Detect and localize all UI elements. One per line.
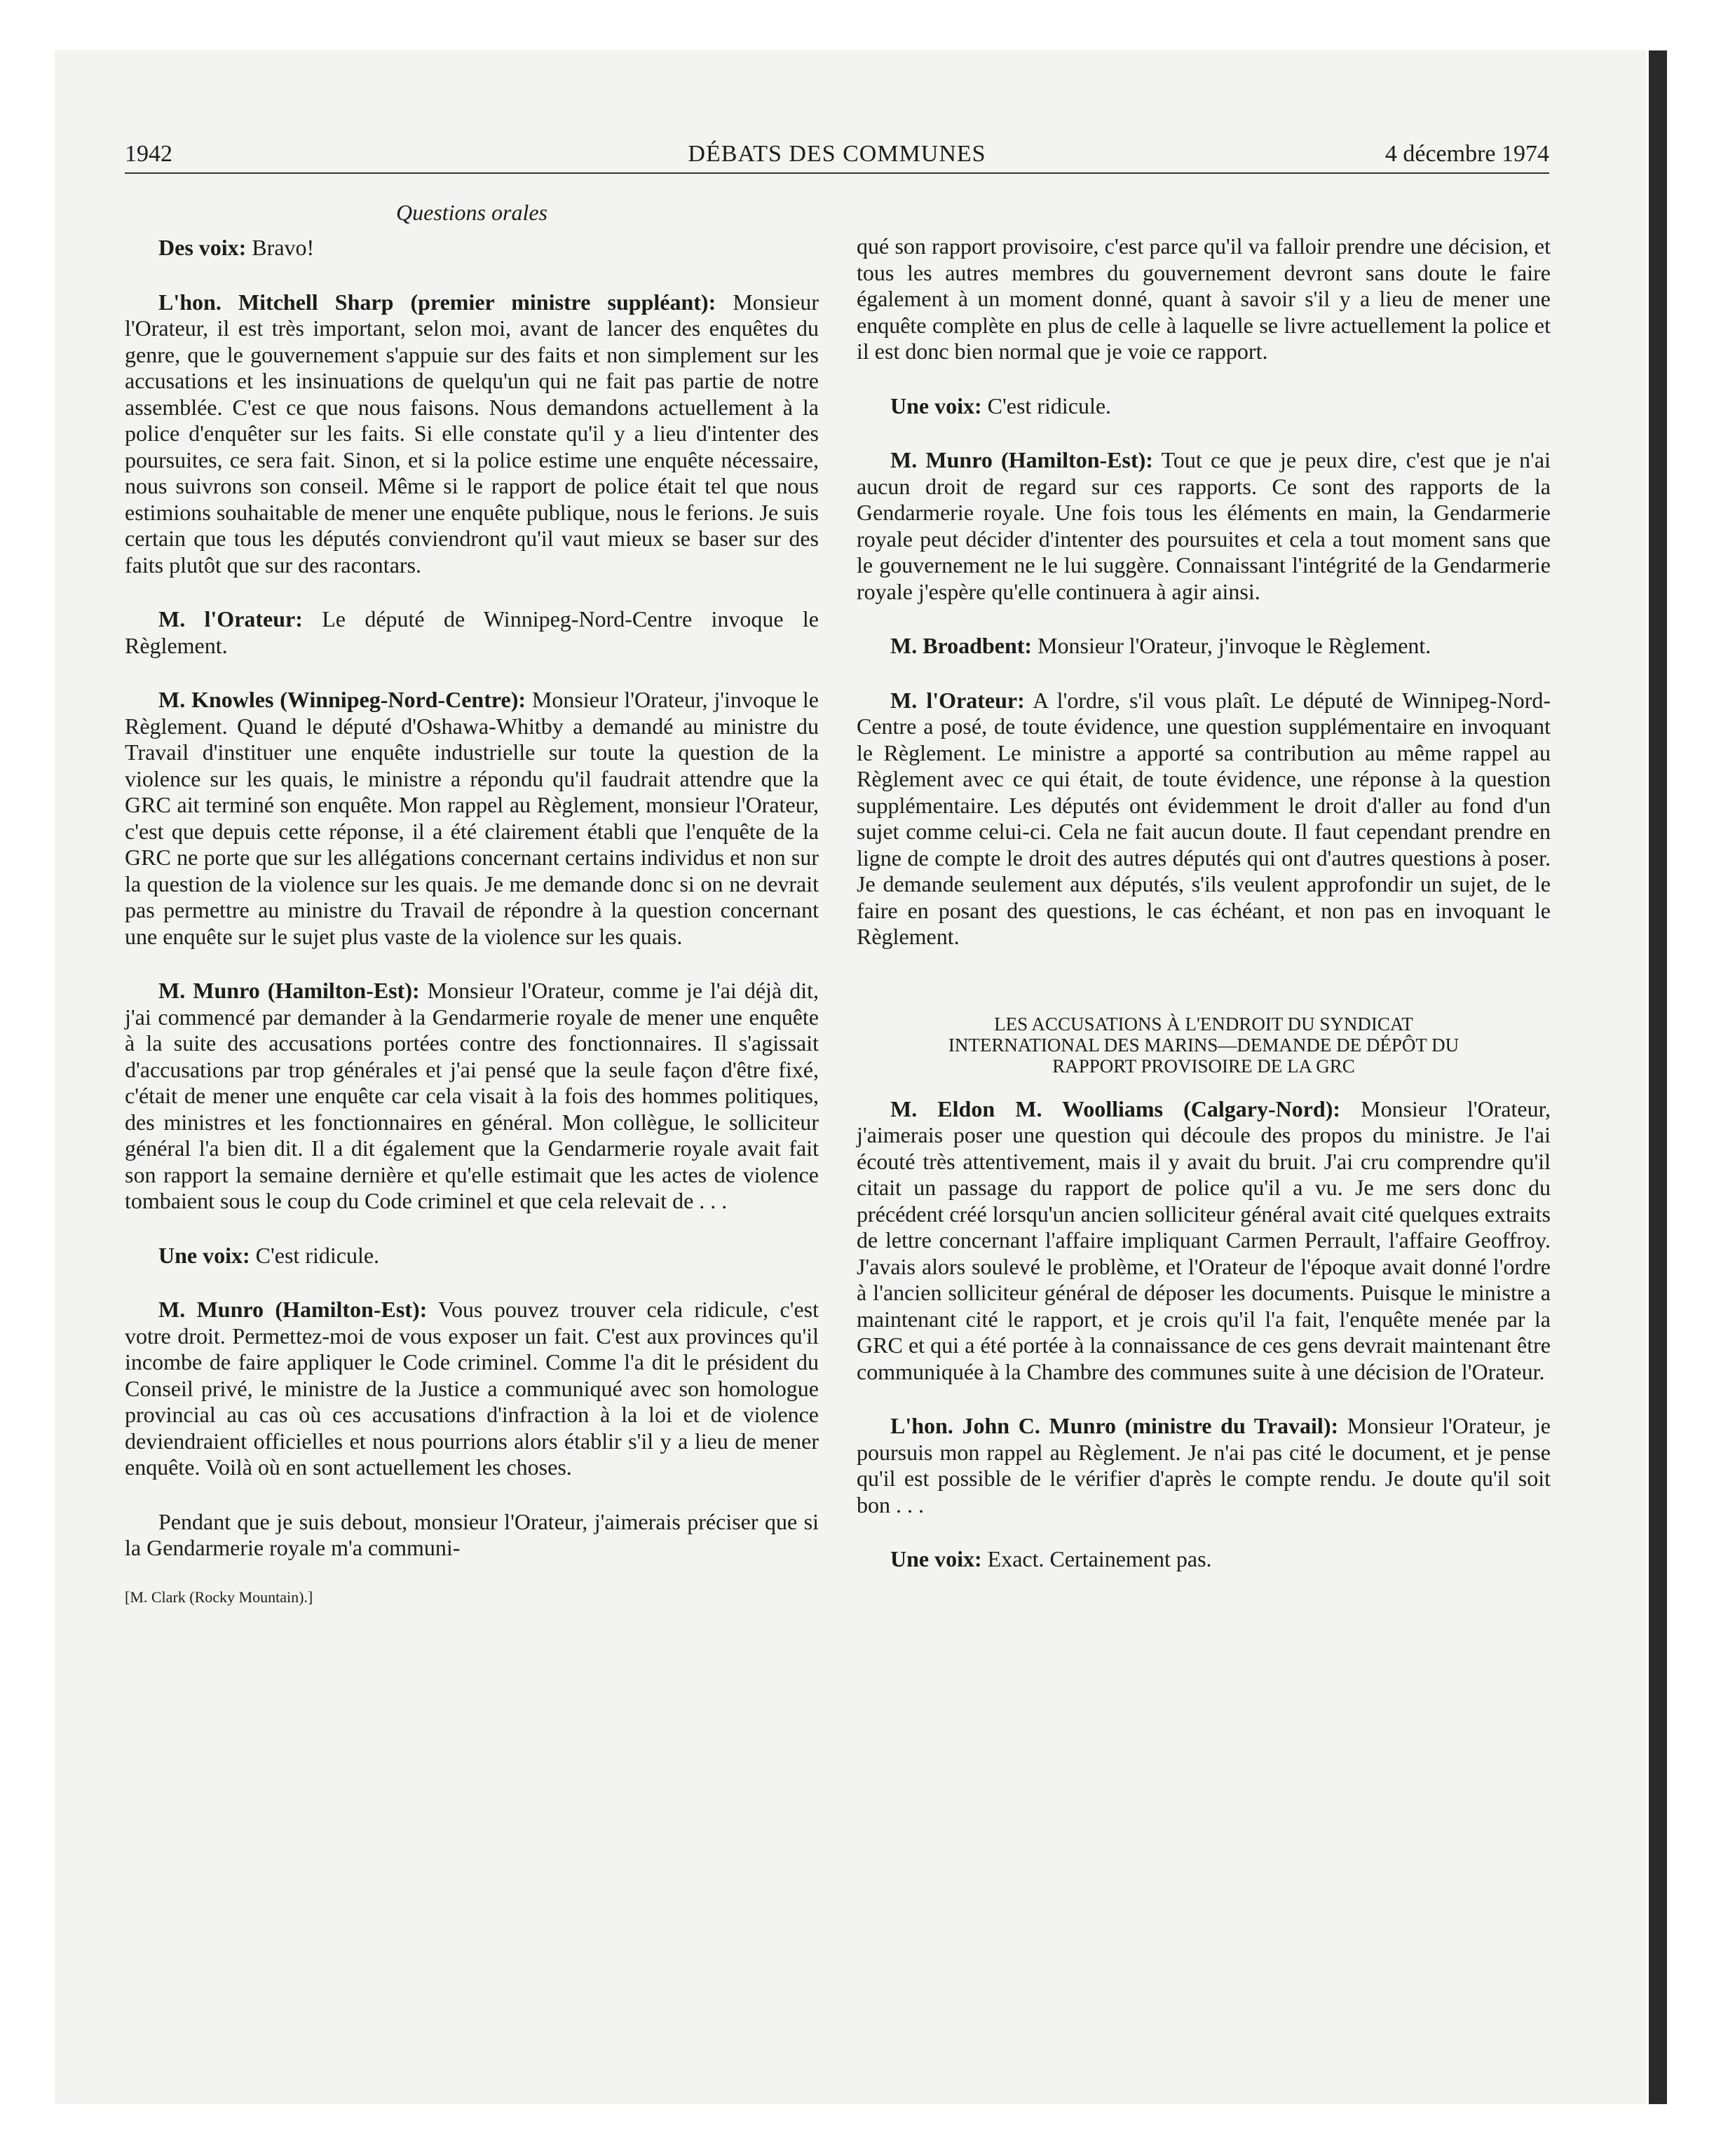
speech: Monsieur l'Orateur, j'aimerais poser une question qui découle des propos du ministre. Je l'ai écouté très attentivement, mais il y avait du bruit. J'ai cru comprendre qu'il citait un passage du rapport de police qu'il a vu. Je me sers donc du précédent créé lorsqu'un ancien solliciteur général avait cité quelques extraits de lettre concernant l'affaire impliquant Carmen Perrault, l'affaire Geoffroy. J'avais alors soulevé le problème, et l'Orateur de l'époque avait donné l'ordre à l'ancien solliciteur général de déposer les documents. Puisque le ministre a maintenant cité le rapport, et je crois qu'il l'a fait, l'enquête menée par la GRC et qui a été portée à la connaissance de ces gens devrait maintenant être communiquée à la Chambre des communes suite à une décision de l'Orateur. (857, 1096, 1551, 1384)
speech: Monsieur l'Orateur, j'invoque le Règlement. Quand le député d'Oshawa-Whitby a demandé au ministre du Travail d'instituer une enquête industrielle sur toute la question de la violence sur les quais, le ministre a répondu qu'il faudrait attendre que la GRC ait terminé son enquête. Mon rappel au Règlement, monsieur l'Orateur, c'est que depuis cette réponse, il a été clairement établi que l'enquête de la GRC ne porte que sur les allégations concernant certains individus et non sur la question de la violence sur les quais. Je me demande donc si on ne devrait pas permettre au ministre du Travail de répondre à la question concernant une enquête sur le sujet plus vaste de la violence sur les quais. (125, 687, 819, 949)
paragraph (857, 233, 1551, 365)
page-header (125, 140, 1549, 174)
paragraph (125, 1297, 819, 1481)
paragraph (857, 633, 1551, 660)
speaker: Une voix: (158, 1242, 250, 1268)
speaker: M. Munro (Hamilton-Est): (158, 978, 420, 1003)
paragraph (125, 687, 819, 950)
section-heading-line: RAPPORT PROVISOIRE DE LA GRC (1052, 1055, 1355, 1077)
page-number: 1942 (125, 141, 172, 167)
speaker: M. Munro (Hamilton-Est): (158, 1297, 428, 1322)
speech: C'est ridicule. (981, 393, 1112, 418)
speaker: L'hon. Mitchell Sharp (premier ministre suppléant): (158, 289, 716, 315)
section-heading-line: INTERNATIONAL DES MARINS—DEMANDE DE DÉPÔT DU (948, 1034, 1460, 1056)
publication-title: DÉBATS DES COMMUNES (688, 141, 986, 167)
speaker: M. Broadbent: (890, 633, 1033, 658)
paragraph (125, 1509, 819, 1562)
speech: Monsieur l'Orateur, comme je l'ai déjà dit, j'ai commencé par demander à la Gendarmerie royale de mener une enquête à la suite des accusations portées contre des fonctionnaires. Il s'agissait d'accusations par trop générales et j'ai pensé que la seule façon d'être fixé, c'était de mener une enquête car cela visait à la fois des hommes politiques, des ministres et les fonctionnaires en général. Mon collègue, le solliciteur général l'a bien dit. Il a dit également que la Gendarmerie royale avait fait son rapport la semaine dernière et qu'elle estimait que les actes de violence tombaient sous le coup du Code criminel et que cela relevait de . . . (125, 978, 819, 1213)
section-heading (857, 1014, 1551, 1077)
left-column (125, 198, 819, 1608)
paragraph (125, 978, 819, 1215)
speech: Pendant que je suis debout, monsieur l'Orateur, j'aimerais préciser que si la Gendarmerie royale m'a communi- (125, 1508, 819, 1560)
paragraph (857, 1546, 1551, 1573)
speaker: L'hon. John C. Munro (ministre du Travail): (890, 1413, 1339, 1438)
speaker: M. l'Orateur: (890, 687, 1025, 713)
paragraph (857, 1413, 1551, 1518)
speech: Monsieur l'Orateur, je poursuis mon rappel au Règlement. Je n'ai pas cité le document, et je pense qu'il est possible de le vérifier d'après le compte rendu. Je doute qu'il soit bon . . . (857, 1413, 1551, 1517)
rubric: Questions orales (396, 200, 547, 225)
paragraph (857, 688, 1551, 950)
speech: Exact. Certainement pas. (981, 1546, 1212, 1571)
speech: Bravo! (246, 235, 315, 260)
speaker: Une voix: (890, 393, 982, 418)
speaker: Des voix: (158, 235, 247, 260)
speech: C'est ridicule. (250, 1242, 380, 1268)
right-column (857, 233, 1551, 1573)
paragraph (125, 235, 819, 261)
speech: qué son rapport provisoire, c'est parce qu'il va falloir prendre une décision, et tous les autres membres du gouvernement devront sans doute le faire également à un moment donné, quant à savoir s'il y a lieu de mener une enquête complète en plus de celle à laquelle se livre actuellement la police et il est donc bien normal que je voie ce rapport. (857, 233, 1551, 364)
section-heading-line: LES ACCUSATIONS À L'ENDROIT DU SYNDICAT (994, 1013, 1413, 1035)
paragraph (857, 447, 1551, 605)
scan-edge (1649, 50, 1667, 2104)
speaker: M. l'Orateur: (158, 606, 303, 632)
paragraph (857, 1096, 1551, 1386)
footnote: [M. Clark (Rocky Mountain).] (125, 1588, 313, 1606)
speaker: M. Knowles (Winnipeg-Nord-Centre): (158, 687, 526, 712)
speaker: M. Eldon M. Woolliams (Calgary-Nord): (890, 1096, 1341, 1121)
speech: Vous pouvez trouver cela ridicule, c'est votre droit. Permettez-moi de vous exposer un fait. C'est aux provinces qu'il incombe de faire appliquer le Code criminel. Comme l'a dit le président du Conseil privé, le ministre de la Justice a communiqué avec son homologue provincial au cas où ces accusations d'infraction à la loi et de violence deviendraient officielles et nous pourrions alors établir s'il y a lieu de mener enquête. Voilà où en sont actuellement les choses. (125, 1297, 819, 1480)
paragraph (125, 1243, 819, 1269)
speech: Le député de Winnipeg-Nord-Centre invoque le Règlement. (125, 606, 819, 658)
speech: A l'ordre, s'il vous plaît. Le député de Winnipeg-Nord-Centre a posé, de toute évidence, une question supplémentaire en invoquant le Règlement. Le ministre a apporté sa contribution au même rappel au Règlement avec ce qui était, de toute évidence, une réponse à la question supplémentaire. Les députés ont évidemment le droit d'aller au fond d'un sujet comme celui-ci. Cela ne fait aucun doute. Il faut cependant prendre en ligne de compte le droit des autres députés qui ont d'autres questions à poser. Je demande seulement aux députés, s'ils veulent approfondir un sujet, de le faire en posant des questions, le cas échéant, et non pas en invoquant le Règlement. (857, 687, 1551, 949)
speaker: M. Munro (Hamilton-Est): (890, 447, 1153, 472)
paragraph (125, 289, 819, 579)
speech: Monsieur l'Orateur, il est très important, selon moi, avant de lancer des enquêtes du genre, que le gouvernement s'appuie sur des faits et non simplement sur les accusations et les insinuations de quelqu'un qui ne fait pas partie de notre assemblée. C'est ce que nous faisons. Nous demandons actuellement à la police d'enquêter sur les faits. Si elle constate qu'il y a lieu d'intenter des poursuites, ce sera fait. Sinon, et si la police estime une enquête nécessaire, nous suivrons son conseil. Même si le rapport de police était tel que nous estimions souhaitable de mener une enquête publique, nous le ferions. Je suis certain que tous les députés conviendront qu'il vaut mieux se baser sur des faits plutôt que sur des racontars. (125, 289, 819, 578)
speaker: Une voix: (890, 1546, 982, 1571)
paragraph (857, 393, 1551, 420)
publication-date: 4 décembre 1974 (1384, 141, 1549, 167)
speech: Tout ce que je peux dire, c'est que je n'ai aucun droit de regard sur ces rapports. Ce sont des rapports de la Gendarmerie royale. Une fois tous les éléments en main, la Gendarmerie royale peut décider d'intenter des poursuites et cela a tout moment sans que le gouvernement ne le lui suggère. Connaissant l'intégrité de la Gendarmerie royale j'espère qu'elle continuera à agir ainsi. (857, 447, 1551, 604)
paragraph (125, 606, 819, 659)
speech: Monsieur l'Orateur, j'invoque le Règlement. (1032, 633, 1431, 658)
